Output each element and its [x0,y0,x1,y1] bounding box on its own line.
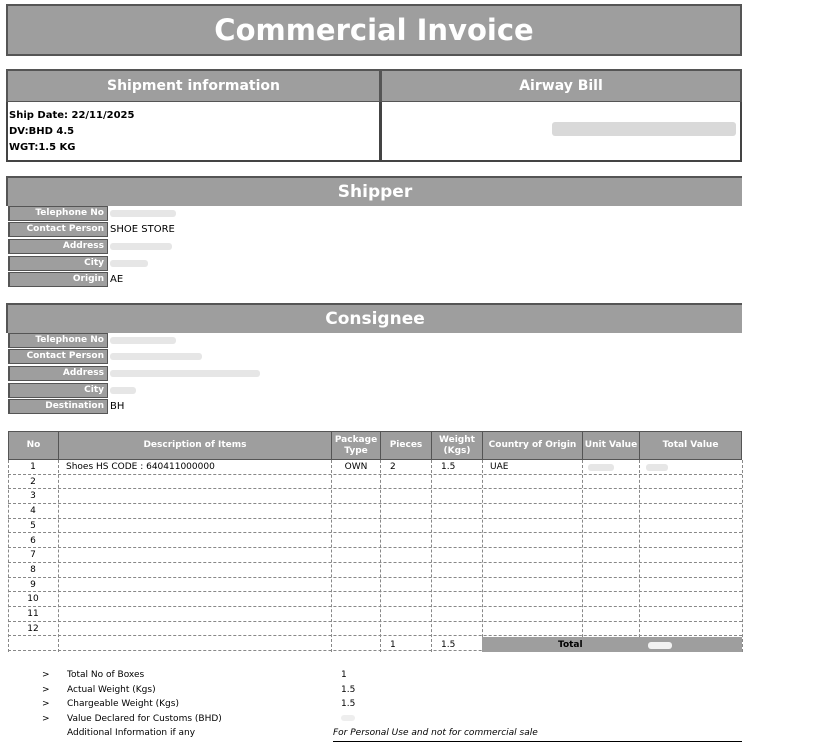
consignee-contact-redacted [110,353,202,360]
row-number: 10 [27,594,39,605]
shipper-city-label: City [8,256,108,271]
item-total-value-redacted [646,464,668,471]
shipper-address-redacted [110,243,172,250]
bullet-marker: > [42,699,50,709]
col-description-header: Description of Items [58,431,332,460]
summary-declared-value-redacted [341,715,355,721]
col-divider [331,460,332,652]
row-number: 6 [30,535,36,546]
table-row [8,475,742,490]
summary-additional-info-label: Additional Information if any [67,728,196,738]
consignee-destination-value: BH [110,401,125,412]
consignee-contact-label: Contact Person [8,349,108,364]
shipment-weight: WGT:1.5 KG [9,142,76,153]
summary-total-boxes-value: 1 [341,670,347,680]
row-number: 2 [30,476,36,487]
row-number: 7 [30,550,36,561]
row-number: 11 [27,609,39,619]
consignee-city-redacted [110,387,136,394]
shipper-telephone-redacted [110,210,176,217]
col-divider [582,460,583,652]
bullet-marker: > [42,670,50,680]
row-number: 4 [30,506,36,517]
shipper-header: Shipper [6,176,742,206]
table-row [8,607,742,622]
shipper-city-redacted [110,260,148,267]
summary-additional-info-value: For Personal Use and not for commercial sale [333,726,742,742]
shipper-contact-label: Contact Person [8,222,108,237]
row-number: 8 [30,564,36,575]
col-unit-value-header: Unit Value [582,431,640,460]
consignee-telephone-label: Telephone No [8,333,108,348]
col-total-value-header: Total Value [639,431,742,460]
summary-actual-weight-label: Actual Weight (Kgs) [67,684,156,695]
item-unit-value-redacted [588,464,614,471]
shipment-info-header: Shipment information [6,69,381,103]
summary-declared-value-label: Value Declared for Customs (BHD) [67,713,222,724]
col-divider [380,460,381,652]
shipper-contact-value: SHOE STORE [110,224,175,235]
consignee-destination-label: Destination [8,399,108,414]
consignee-telephone-redacted [110,337,176,344]
row-number: 1 [30,462,36,472]
total-weight: 1.5 [441,640,456,650]
table-row [8,519,742,534]
shipper-telephone-label: Telephone No [8,206,108,221]
col-weight-header: Weight (Kgs) [431,431,483,460]
declared-value: DV:BHD 4.5 [9,126,75,137]
item-country: UAE [490,462,509,472]
table-row [8,504,742,519]
table-row [8,534,742,549]
item-pieces: 2 [390,462,396,472]
col-divider [431,460,432,652]
table-row [8,563,742,578]
col-divider [742,460,743,652]
table-row [8,622,742,637]
col-package-type-header: Package Type [331,431,381,460]
consignee-address-redacted [110,370,260,377]
invoice-title: Commercial Invoice [6,4,742,56]
col-divider [639,460,640,652]
consignee-city-label: City [8,383,108,398]
consignee-address-label: Address [8,366,108,381]
table-row [8,548,742,563]
airway-bill-header: Airway Bill [380,69,742,103]
table-row [8,578,742,593]
total-pieces: 1 [390,640,396,650]
item-weight: 1.5 [441,462,456,472]
table-row [8,592,742,607]
total-label: Total [558,640,583,650]
col-divider [58,460,59,652]
col-country-header: Country of Origin [482,431,583,460]
item-package-type: OWN [344,462,368,472]
summary-chargeable-weight-value: 1.5 [341,699,356,709]
item-description: Shoes HS CODE : 640411000000 [66,462,215,472]
bullet-marker: > [42,684,50,695]
shipper-origin-label: Origin [8,272,108,287]
shipper-origin-value: AE [110,274,124,285]
row-number: 5 [30,520,36,531]
col-pieces-header: Pieces [380,431,432,460]
row-number: 3 [30,491,36,502]
shipper-address-label: Address [8,239,108,254]
summary-total-boxes-label: Total No of Boxes [67,670,145,680]
airway-bill-number-redacted [552,122,736,136]
airway-bill-box [380,102,742,162]
row-number: 12 [27,623,39,634]
bullet-marker: > [42,713,50,724]
summary-actual-weight-value: 1.5 [341,684,356,695]
table-row [8,489,742,504]
row-number: 9 [30,579,36,590]
col-no-header: No [8,431,59,460]
col-divider [482,460,483,652]
summary-chargeable-weight-label: Chargeable Weight (Kgs) [67,699,179,709]
shipment-details [9,108,134,156]
ship-date: Ship Date: 22/11/2025 [9,110,135,121]
consignee-header: Consignee [6,303,742,333]
totals-bar [482,637,742,652]
items-table-body [8,460,742,652]
total-value-redacted [648,642,672,649]
